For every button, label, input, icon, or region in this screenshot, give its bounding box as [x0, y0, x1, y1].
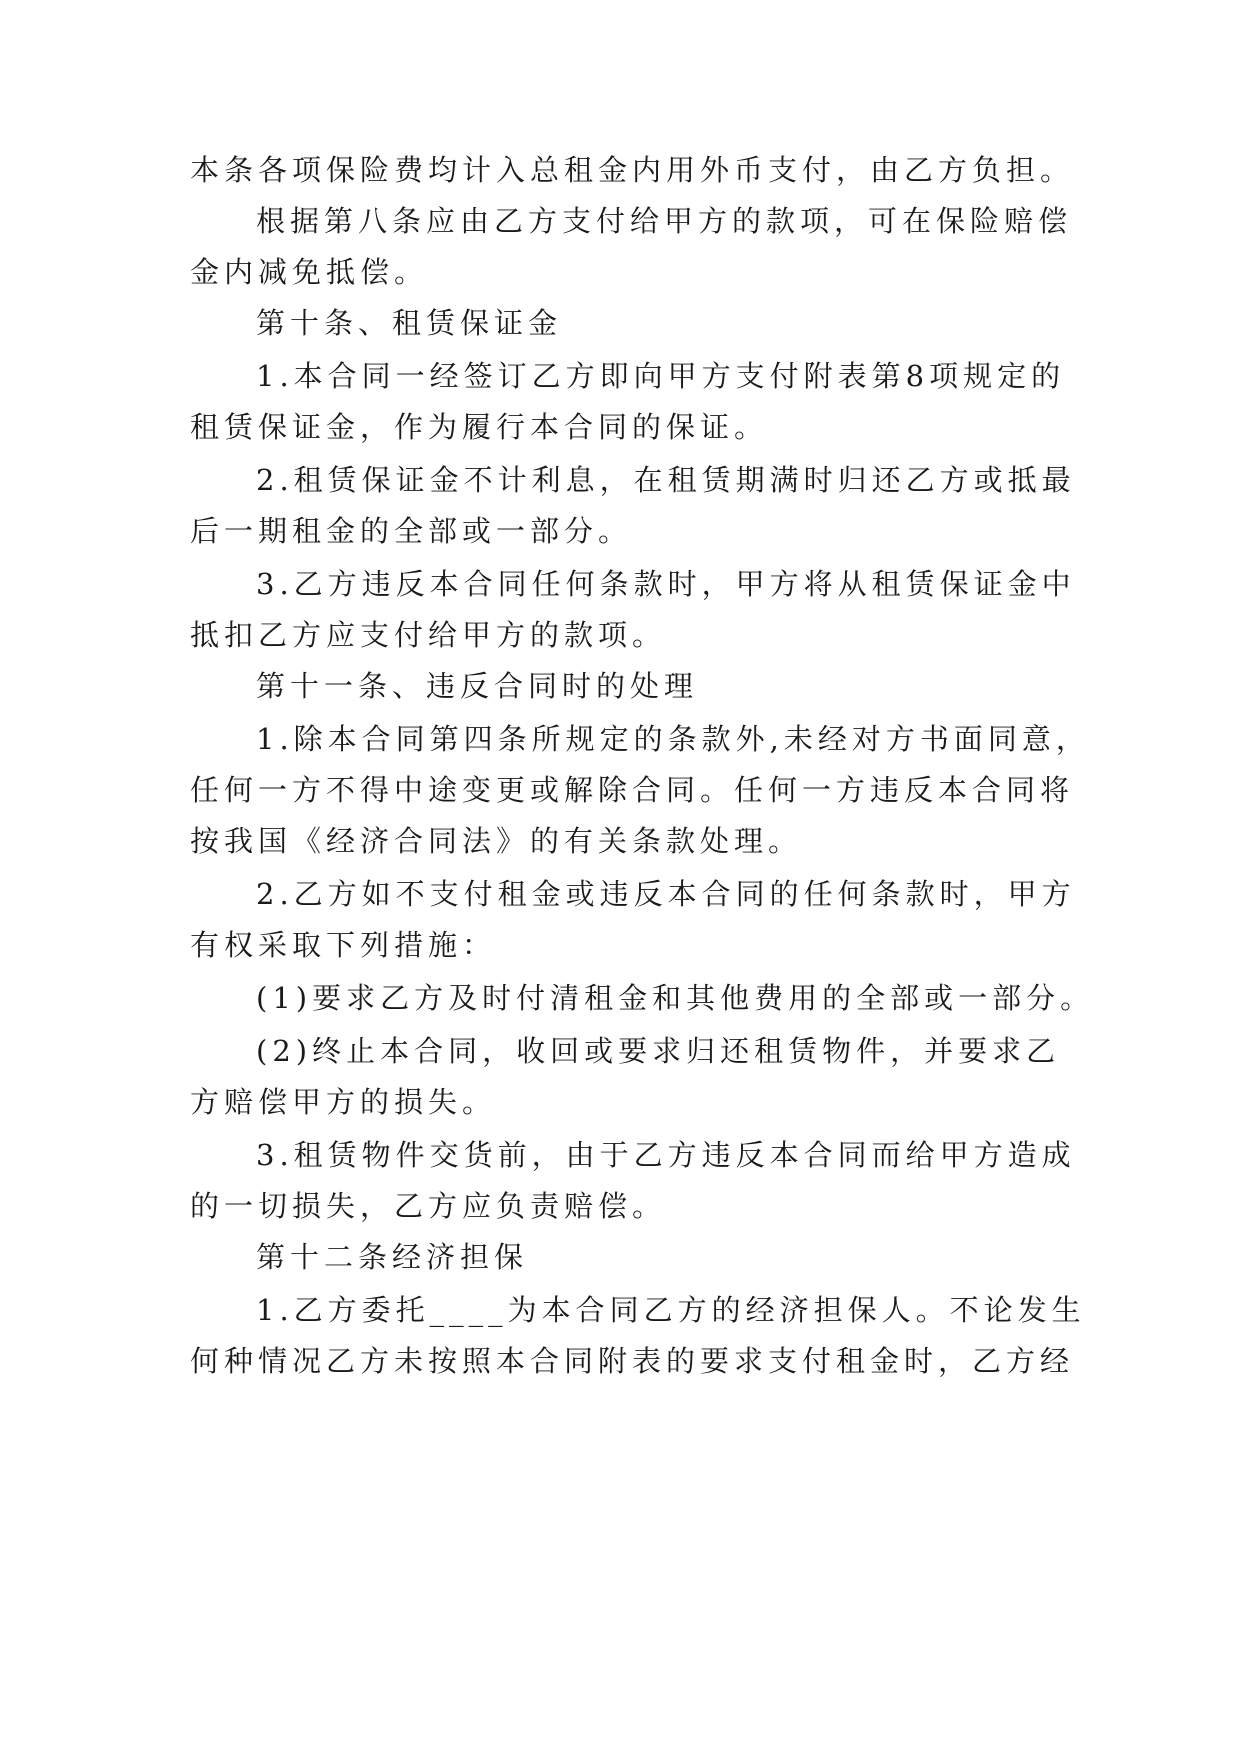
paragraph-line: 任何一方不得中途变更或解除合同。任何一方违反本合同将: [190, 773, 1075, 807]
paragraph-line: 3.租赁物件交货前，由于乙方违反本合同而给甲方造成: [256, 1138, 1076, 1172]
paragraph-line: 3.乙方违反本合同任何条款时，甲方将从租赁保证金中: [256, 567, 1076, 601]
paragraph-line: 有权采取下列措施：: [190, 928, 497, 962]
paragraph-line: 方赔偿甲方的损失。: [190, 1085, 497, 1119]
paragraph-line: 根据第八条应由乙方支付给甲方的款项，可在保险赔偿: [256, 204, 1073, 238]
paragraph-line: (2)终止本合同，收回或要求归还租赁物件，并要求乙: [256, 1034, 1061, 1068]
paragraph-line: 租赁保证金，作为履行本合同的保证。: [190, 410, 769, 444]
paragraph-line: 1.乙方委托____为本合同乙方的经济担保人。不论发生: [256, 1293, 1086, 1327]
paragraph-line: (1)要求乙方及时付清租金和其他费用的全部或一部分。: [256, 981, 1095, 1015]
section-heading: 第十一条、违反合同时的处理: [256, 669, 699, 703]
paragraph-line: 2.乙方如不支付租金或违反本合同的任何条款时，甲方: [256, 877, 1076, 911]
paragraph-line: 2.租赁保证金不计利息，在租赁期满时归还乙方或抵最: [256, 463, 1076, 497]
paragraph-line: 后一期租金的全部或一部分。: [190, 514, 633, 548]
paragraph-line: 1.本合同一经签订乙方即向甲方支付附表第8项规定的: [256, 359, 1066, 393]
paragraph-line: 何种情况乙方未按照本合同附表的要求支付租金时，乙方经: [190, 1344, 1075, 1378]
paragraph-line: 本条各项保险费均计入总租金内用外币支付，由乙方负担。: [190, 153, 1075, 187]
section-heading: 第十条、租赁保证金: [256, 306, 563, 340]
section-heading: 第十二条经济担保: [256, 1240, 529, 1274]
paragraph-line: 的一切损失，乙方应负责赔偿。: [190, 1189, 667, 1223]
paragraph-line: 按我国《经济合同法》的有关条款处理。: [190, 824, 803, 858]
paragraph-line: 1.除本合同第四条所规定的条款外,未经对方书面同意，: [256, 722, 1090, 756]
paragraph-line: 抵扣乙方应支付给甲方的款项。: [190, 618, 667, 652]
paragraph-line: 金内减免抵偿。: [190, 255, 429, 289]
